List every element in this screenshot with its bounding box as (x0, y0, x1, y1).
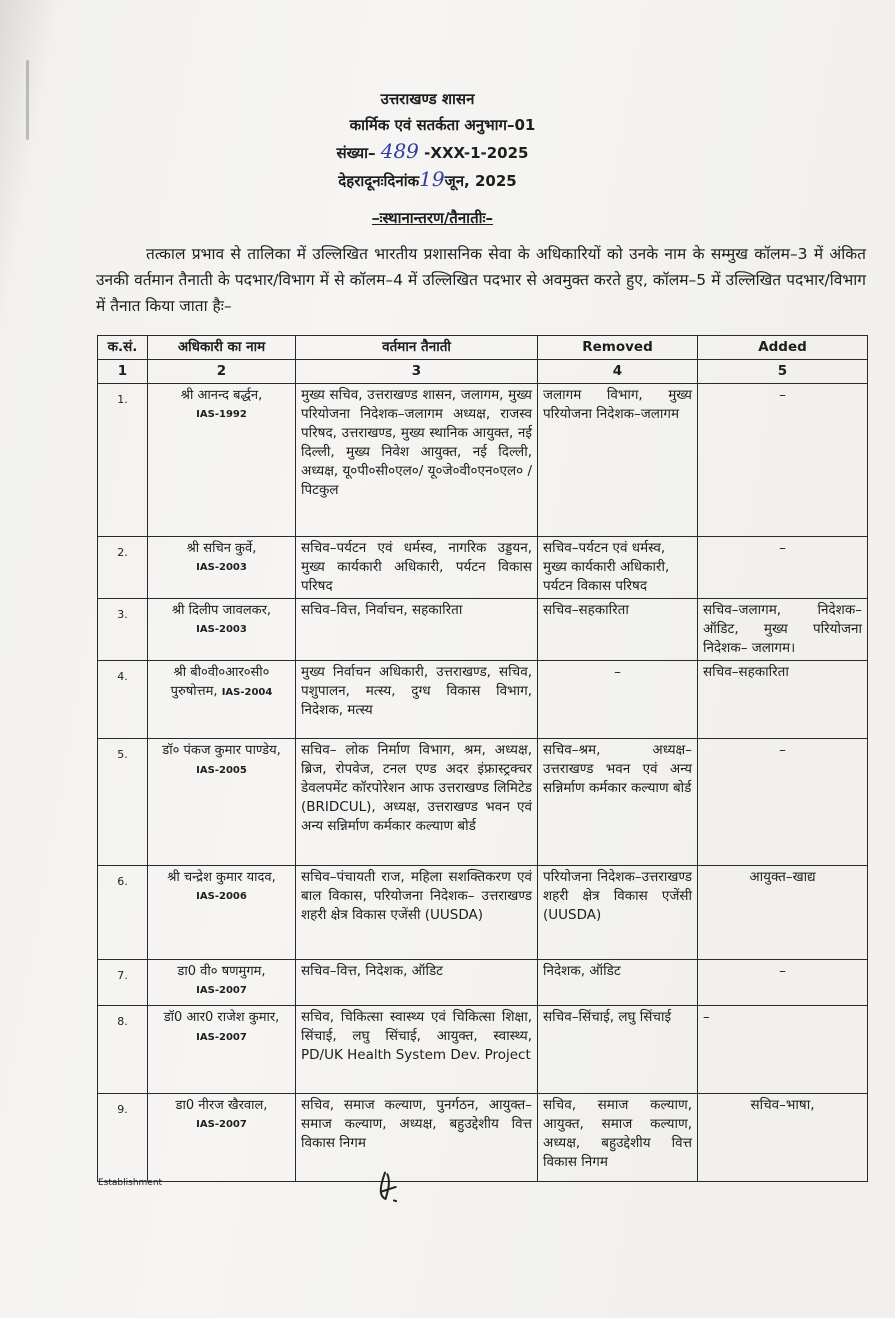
officer-name: डॉ0 आर0 राजेश कुमार, (163, 1010, 280, 1025)
officer-name: श्री आनन्द बर्द्धन, (180, 388, 263, 403)
cell-officer-name (148, 1006, 296, 1094)
column-number: 4 (538, 360, 698, 384)
cell-officer-name (148, 661, 296, 739)
cell-removed: – (538, 661, 698, 739)
cell-officer-name (148, 739, 296, 866)
cell-current-posting: सचिव–वित्त, निदेशक, ऑडिट (296, 960, 538, 1006)
cell-serial: 7. (98, 960, 148, 1006)
order-number-handwritten: 489 (380, 139, 419, 163)
cell-officer-name (148, 384, 296, 537)
column-number: 2 (148, 360, 296, 384)
officer-cadre: IAS-2004 (221, 687, 273, 698)
cell-serial: 4. (98, 661, 148, 739)
cell-serial: 1. (98, 384, 148, 537)
table-row (98, 537, 868, 599)
cell-removed: परियोजना निदेशक–उत्तराखण्ड शहरी क्षेत्र विकास एजेंसी (UUSDA) (538, 866, 698, 960)
table-row (98, 661, 868, 739)
cell-current-posting: सचिव–वित्त, निर्वाचन, सहकारिता (296, 599, 538, 661)
order-date (0, 166, 895, 194)
officer-cadre: IAS-2003 (196, 562, 247, 573)
cell-added: – (698, 739, 868, 866)
government-title: उत्तराखण्ड शासन (380, 90, 475, 108)
table-header-row (98, 336, 868, 360)
order-number-suffix: -XXX-1-2025 (424, 144, 529, 162)
officer-cadre: IAS-2003 (196, 624, 247, 635)
officer-name: डा0 नीरज खैरवाल, (175, 1098, 268, 1113)
cell-added: सचिव–भाषा, (698, 1094, 868, 1182)
order-date-suffix: जून, 2025 (444, 172, 517, 190)
column-number: 3 (296, 360, 538, 384)
officer-cadre: IAS-2007 (196, 1119, 247, 1130)
cell-removed: सचिव, समाज कल्याण, आयुक्त, समाज कल्याण, अध्यक्ष, बहुउद्देशीय वित्त विकास निगम (538, 1094, 698, 1182)
order-date-handwritten: 19 (419, 167, 445, 191)
cell-added: आयुक्त–खाद्य (698, 866, 868, 960)
cell-serial: 5. (98, 739, 148, 866)
cell-added: – (698, 384, 868, 537)
cell-serial: 3. (98, 599, 148, 661)
cell-added: – (698, 537, 868, 599)
column-number: 5 (698, 360, 868, 384)
cell-current-posting: सचिव– लोक निर्माण विभाग, श्रम, अध्यक्ष, ब्रिज, रोपवेज, टनल एण्ड अदर इंफ्रास्ट्रक्चर डेवलपमेंट कॉरपोरेशन आफ उत्तराखण्ड लिमिटेड (BRIDCUL), अध्यक्ष, उत्तराखण्ड भवन एवं अन्य सन्निर्माण कर्मकार कल्याण बोर्ड (296, 739, 538, 866)
header-serial: क.सं. (98, 336, 148, 360)
cell-added: सचिव–सहकारिता (698, 661, 868, 739)
table-row (98, 1006, 868, 1094)
column-number-row (98, 360, 868, 384)
officer-name: श्री बी०वी०आर०सी० पुरुषोत्तम, (170, 665, 270, 699)
table-row (98, 1094, 868, 1182)
transfer-table (97, 335, 868, 1182)
order-subject (0, 208, 895, 228)
officer-name: श्री दिलीप जावलकर, (171, 603, 272, 618)
officer-name: श्री चन्द्रेश कुमार यादव, (167, 870, 276, 885)
header-added: Added (698, 336, 868, 360)
cell-removed: निदेशक, ऑडिट (538, 960, 698, 1006)
officer-cadre: IAS-2005 (196, 765, 247, 776)
officer-name: डा0 वी० षणमुगम, (177, 964, 266, 979)
cell-current-posting: मुख्य निर्वाचन अधिकारी, उत्तराखण्ड, सचिव, पशुपालन, मत्स्य, दुग्ध विकास विभाग, निदेशक, मत्स्य (296, 661, 538, 739)
cell-officer-name (148, 1094, 296, 1182)
cell-removed: सचिव–सहकारिता (538, 599, 698, 661)
officer-cadre: IAS-1992 (196, 409, 247, 420)
cell-added: – (698, 960, 868, 1006)
cell-removed: सचिव–श्रम, अध्यक्ष–उत्तराखण्ड भवन एवं अन्य सन्निर्माण कर्मकार कल्याण बोर्ड (538, 739, 698, 866)
table-row (98, 739, 868, 866)
cell-serial: 6. (98, 866, 148, 960)
cell-current-posting: सचिव, चिकित्सा स्वास्थ्य एवं चिकित्सा शिक्षा, सिंचाई, लघु सिंचाई, आयुक्त, स्वास्थ्य, PD/UK Health System Dev. Project (296, 1006, 538, 1094)
order-number-prefix: संख्या– (336, 144, 376, 162)
order-number (0, 138, 895, 166)
cell-current-posting: मुख्य सचिव, उत्तराखण्ड शासन, जलागम, मुख्य परियोजना निदेशक–जलागम अध्यक्ष, राजस्व परिषद, उत्तराखण्ड, मुख्य स्थानिक आयुक्त, नई दिल्ली, मुख्य निवेश आयुक्त, नई दिल्ली, अध्यक्ष, यू०पी०सी०एल०/ यू०जे०वी०एन०एल० / पिटकुल (296, 384, 538, 537)
signature-scribble-icon (367, 1165, 413, 1207)
document-header (0, 86, 895, 194)
signature-mark (367, 1165, 414, 1214)
cell-serial: 2. (98, 537, 148, 599)
table-row (98, 960, 868, 1006)
header-current-posting: वर्तमान तैनाती (296, 336, 538, 360)
officer-cadre: IAS-2007 (196, 985, 247, 996)
cell-officer-name (148, 537, 296, 599)
officer-name: श्री सचिन कुर्वे, (186, 541, 257, 556)
department-title: कार्मिक एवं सतर्कता अनुभाग–01 (349, 116, 536, 134)
cell-officer-name (148, 866, 296, 960)
cell-removed: सचिव–सिंचाई, लघु सिंचाई (538, 1006, 698, 1094)
header-removed: Removed (538, 336, 698, 360)
header-officer-name: अधिकारी का नाम (148, 336, 296, 360)
cell-current-posting: सचिव–पर्यटन एवं धर्मस्व, नागरिक उड्डयन, मुख्य कार्यकारी अधिकारी, पर्यटन विकास परिषद (296, 537, 538, 599)
officer-name: डॉ० पंकज कुमार पाण्डेय, (162, 743, 281, 758)
cell-removed: जलागम विभाग, मुख्य परियोजना निदेशक–जलागम (538, 384, 698, 537)
cell-serial: 9. (98, 1094, 148, 1182)
table-row (98, 599, 868, 661)
subject-text: –ःस्थानान्तरण/तैनातीः– (371, 209, 494, 227)
order-intro-paragraph: तत्काल प्रभाव से तालिका में उल्लिखित भारतीय प्रशासनिक सेवा के अधिकारियों को उनके नाम के सम्मुख कॉलम–3 में अंकित उनकी वर्तमान तैनाती के पदभार/विभाग में से कॉलम–4 में उल्लिखित पदभार से अवमुक्त करते हुए, कॉलम–5 में उल्लिखित पदभार/विभाग में तैनात किया जाता हैः– (96, 245, 866, 315)
table-row (98, 866, 868, 960)
footer-section-label: Establishment (98, 1178, 163, 1188)
cell-added: सचिव–जलागम, निदेशक–ऑडिट, मुख्य परियोजना निदेशक– जलागम। (698, 599, 868, 661)
cell-serial: 8. (98, 1006, 148, 1094)
order-date-prefix: देहरादूनःदिनांक (338, 172, 420, 190)
cell-current-posting: सचिव–पंचायती राज, महिला सशक्तिकरण एवं बाल विकास, परियोजना निदेशक– उत्तराखण्ड शहरी क्षेत्र विकास एजेंसी (UUSDA) (296, 866, 538, 960)
cell-officer-name (148, 960, 296, 1006)
officer-cadre: IAS-2006 (196, 891, 247, 902)
column-number: 1 (98, 360, 148, 384)
cell-current-posting: सचिव, समाज कल्याण, पुनर्गठन, आयुक्त–समाज कल्याण, अध्यक्ष, बहुउद्देशीय वित्त विकास निगम (296, 1094, 538, 1182)
cell-removed: सचिव–पर्यटन एवं धर्मस्व, मुख्य कार्यकारी अधिकारी, पर्यटन विकास परिषद (538, 537, 698, 599)
officer-cadre: IAS-2007 (196, 1032, 247, 1043)
table-row (98, 384, 868, 537)
cell-added: – (698, 1006, 868, 1094)
cell-officer-name (148, 599, 296, 661)
